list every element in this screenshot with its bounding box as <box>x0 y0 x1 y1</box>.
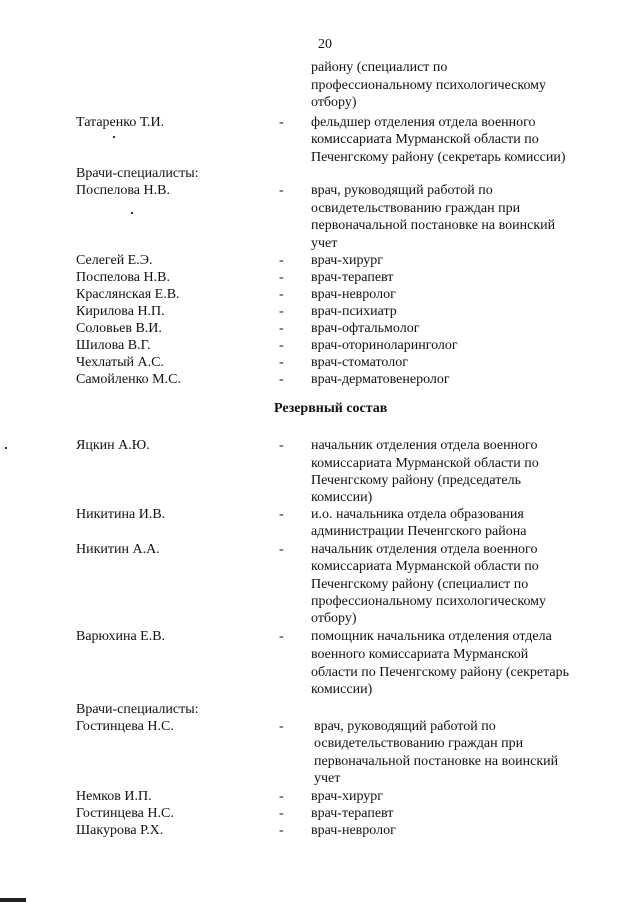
member-name: Соловьев В.И. <box>76 321 162 336</box>
dash: - <box>279 438 284 453</box>
member-name: Никитин А.А. <box>76 542 160 557</box>
member-role: отбору) <box>311 611 357 626</box>
member-role: врач-невролог <box>311 823 396 838</box>
dash: - <box>279 321 284 336</box>
member-role: врач-оториноларинголог <box>311 338 458 353</box>
member-name: Никитина И.В. <box>76 507 166 522</box>
member-role: военного комиссариата Мурманской <box>311 647 529 662</box>
dash: - <box>279 304 284 319</box>
dash: - <box>279 253 284 268</box>
member-role: комиссариата Мурманской области по <box>311 456 539 471</box>
member-role: области по Печенгскому району (секретарь <box>311 665 570 680</box>
member-role: врач-офтальмолог <box>311 321 420 336</box>
dash: - <box>279 806 284 821</box>
dash: - <box>279 183 284 198</box>
member-name: Краслянская Е.В. <box>76 287 180 302</box>
scan-speck <box>5 447 7 449</box>
scan-speck <box>113 136 115 138</box>
member-name: Гостинцева Н.С. <box>76 719 174 734</box>
member-role: врач-невролог <box>311 287 396 302</box>
member-role: и.о. начальника отдела образования <box>311 507 524 522</box>
dash: - <box>279 338 284 353</box>
scan-edge-mark <box>0 898 26 902</box>
page-number: 20 <box>318 37 332 52</box>
continuation-line: профессиональному психологическому <box>311 78 547 93</box>
member-name: Самойленко М.С. <box>76 372 181 387</box>
member-role: врач-дерматовенеролог <box>311 372 450 387</box>
section-label: Врачи-специалисты: <box>76 702 199 717</box>
member-name: Шилова В.Г. <box>76 338 151 353</box>
dash: - <box>279 789 284 804</box>
member-role: профессиональному психологическому <box>311 594 547 609</box>
member-role: фельдшер отделения отдела военного <box>311 115 536 130</box>
reserve-heading: Резервный состав <box>274 401 388 416</box>
member-name: Шакурова Р.Х. <box>76 823 164 838</box>
member-name: Чехлатый А.С. <box>76 355 164 370</box>
member-name: Татаренко Т.И. <box>76 115 165 130</box>
member-role: врач, руководящий работой по <box>311 183 493 198</box>
dash: - <box>279 542 284 557</box>
member-role: Печенгскому району (секретарь комиссии) <box>311 150 566 165</box>
member-name: Гостинцева Н.С. <box>76 806 174 821</box>
member-name: Кирилова Н.П. <box>76 304 165 319</box>
member-name: Варюхина Е.В. <box>76 629 166 644</box>
dash: - <box>279 270 284 285</box>
dash: - <box>279 115 284 130</box>
member-role: первоначальной постановке на воинский <box>311 218 556 233</box>
member-role: врач-терапевт <box>311 806 394 821</box>
member-role: комиссариата Мурманской области по <box>311 132 539 147</box>
member-role: учет <box>314 771 341 786</box>
continuation-line: району (специалист по <box>311 60 448 75</box>
section-label: Врачи-специалисты: <box>76 166 199 181</box>
member-role: врач-хирург <box>311 789 384 804</box>
dash: - <box>279 287 284 302</box>
member-role: освидетельствованию граждан при <box>311 201 521 216</box>
member-role: начальник отделения отдела военного <box>311 438 538 453</box>
member-role: начальник отделения отдела военного <box>311 542 538 557</box>
member-role: врач-психиатр <box>311 304 397 319</box>
member-role: врач-стоматолог <box>311 355 408 370</box>
member-name: Селегей Е.Э. <box>76 253 153 268</box>
member-name: Яцкин А.Ю. <box>76 438 150 453</box>
member-role: Печенгскому району (председатель <box>311 473 521 488</box>
member-role: врач, руководящий работой по <box>314 719 496 734</box>
dash: - <box>279 823 284 838</box>
dash: - <box>279 507 284 522</box>
dash: - <box>279 355 284 370</box>
member-role: комиссии) <box>311 682 373 697</box>
member-role: комиссариата Мурманской области по <box>311 559 539 574</box>
member-role: врач-хирург <box>311 253 384 268</box>
dash: - <box>279 629 284 644</box>
member-role: освидетельствованию граждан при <box>314 736 524 751</box>
dash: - <box>279 719 284 734</box>
member-role: врач-терапевт <box>311 270 394 285</box>
member-role: учет <box>311 236 338 251</box>
scan-speck <box>131 212 133 214</box>
member-role: администрации Печенгского района <box>311 524 527 539</box>
member-role: комиссии) <box>311 490 373 505</box>
dash: - <box>279 372 284 387</box>
member-name: Немков И.П. <box>76 789 152 804</box>
continuation-line: отбору) <box>311 95 357 110</box>
member-name: Поспелова Н.В. <box>76 183 170 198</box>
member-name: Поспелова Н.В. <box>76 270 170 285</box>
member-role: Печенгскому району (специалист по <box>311 577 529 592</box>
member-role: первоначальной постановке на воинский <box>314 754 559 769</box>
member-role: помощник начальника отделения отдела <box>311 629 552 644</box>
